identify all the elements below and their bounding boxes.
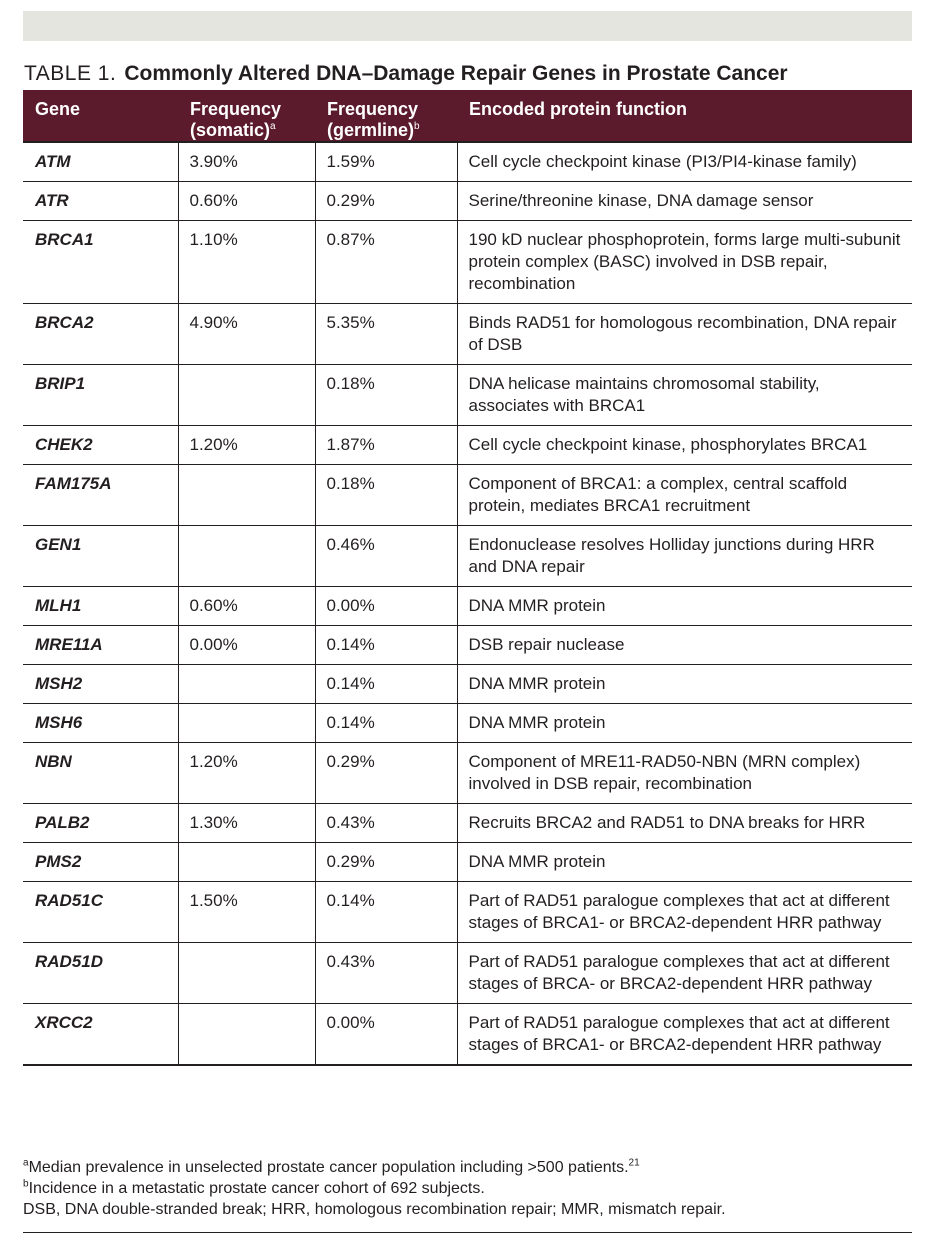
table-row [23, 426, 912, 465]
gene-cell: ATR [23, 182, 178, 221]
protein-function-cell: DSB repair nuclease [457, 626, 912, 665]
footnote-a: $^a$Median prevalence in unselected prostate cancer population including >500 patients.$^{21}$ [23, 1157, 640, 1176]
germline-frequency-cell: 0.18% [315, 465, 457, 526]
somatic-frequency-cell: 1.30% [178, 804, 315, 843]
table-label: TABLE 1. [24, 62, 117, 85]
germline-frequency-cell: 0.29% [315, 743, 457, 804]
table-row [23, 943, 912, 1004]
table-header [23, 90, 912, 142]
gene-cell: XRCC2 [23, 1004, 178, 1066]
germline-frequency-cell: 0.46% [315, 526, 457, 587]
somatic-frequency-cell [178, 1004, 315, 1066]
somatic-frequency-cell [178, 943, 315, 1004]
somatic-frequency-cell: 0.60% [178, 587, 315, 626]
protein-function-cell: Recruits BRCA2 and RAD51 to DNA breaks for HRR [457, 804, 912, 843]
table-row [23, 843, 912, 882]
germline-frequency-cell: 0.14% [315, 882, 457, 943]
header-gene: Gene [23, 90, 178, 142]
table-row [23, 1004, 912, 1066]
protein-function-cell: Cell cycle checkpoint kinase (PI3/PI4-kinase family) [457, 142, 912, 182]
table-row [23, 882, 912, 943]
gene-cell: ATM [23, 142, 178, 182]
gene-cell: MRE11A [23, 626, 178, 665]
table-row [23, 365, 912, 426]
gene-cell: BRCA2 [23, 304, 178, 365]
somatic-frequency-cell: 1.20% [178, 743, 315, 804]
somatic-frequency-cell [178, 465, 315, 526]
somatic-frequency-cell [178, 365, 315, 426]
protein-function-cell: Component of BRCA1: a complex, central scaffold protein, mediates BRCA1 recruitment [457, 465, 912, 526]
footnote-mark-b: b [414, 121, 420, 132]
table-title: Commonly Altered DNA–Damage Repair Genes in Prostate Cancer [124, 62, 788, 85]
table-row [23, 526, 912, 587]
protein-function-cell: DNA MMR protein [457, 587, 912, 626]
table-row [23, 704, 912, 743]
protein-function-cell: Cell cycle checkpoint kinase, phosphorylates BRCA1 [457, 426, 912, 465]
somatic-frequency-cell [178, 665, 315, 704]
somatic-frequency-cell: 1.10% [178, 221, 315, 304]
gene-cell: CHEK2 [23, 426, 178, 465]
table-row [23, 304, 912, 365]
germline-frequency-cell: 5.35% [315, 304, 457, 365]
germline-frequency-cell: 0.14% [315, 704, 457, 743]
gene-cell: MSH2 [23, 665, 178, 704]
protein-function-cell: Component of MRE11-RAD50-NBN (MRN complex) involved in DSB repair, recombination [457, 743, 912, 804]
germline-frequency-cell: 0.43% [315, 943, 457, 1004]
germline-frequency-cell: 0.18% [315, 365, 457, 426]
gene-cell: PMS2 [23, 843, 178, 882]
somatic-frequency-cell: 0.60% [178, 182, 315, 221]
gene-cell: MLH1 [23, 587, 178, 626]
footnote-b: $^b$Incidence in a metastatic prostate cancer cohort of 692 subjects. [23, 1178, 485, 1197]
header-protein-function: Encoded protein function [457, 90, 912, 142]
germline-frequency-cell: 0.14% [315, 665, 457, 704]
protein-function-cell: Binds RAD51 for homologous recombination, DNA repair of DSB [457, 304, 912, 365]
protein-function-cell: DNA helicase maintains chromosomal stability, associates with BRCA1 [457, 365, 912, 426]
table-row [23, 465, 912, 526]
bottom-rule [23, 1232, 912, 1233]
table-row [23, 665, 912, 704]
table-row [23, 804, 912, 843]
gene-cell: PALB2 [23, 804, 178, 843]
somatic-frequency-cell: 1.50% [178, 882, 315, 943]
dna-repair-genes-table [23, 90, 912, 1066]
gene-cell: MSH6 [23, 704, 178, 743]
somatic-frequency-cell: 1.20% [178, 426, 315, 465]
gene-cell: NBN [23, 743, 178, 804]
table-row [23, 626, 912, 665]
protein-function-cell: Part of RAD51 paralogue complexes that act at different stages of BRCA1- or BRCA2-dependent HRR pathway [457, 882, 912, 943]
protein-function-cell: DNA MMR protein [457, 665, 912, 704]
germline-frequency-cell: 0.43% [315, 804, 457, 843]
germline-frequency-cell: 0.00% [315, 587, 457, 626]
table-body [23, 142, 912, 1065]
gene-cell: BRIP1 [23, 365, 178, 426]
top-banner-bar [23, 11, 912, 41]
abbreviations-note: DSB, DNA double-stranded break; HRR, homologous recombination repair; MMR, mismatch repair. [23, 1201, 726, 1218]
protein-function-cell: DNA MMR protein [457, 704, 912, 743]
somatic-frequency-cell [178, 526, 315, 587]
protein-function-cell: Serine/threonine kinase, DNA damage sensor [457, 182, 912, 221]
germline-frequency-cell: 0.14% [315, 626, 457, 665]
protein-function-cell: Endonuclease resolves Holliday junctions during HRR and DNA repair [457, 526, 912, 587]
somatic-frequency-cell: 3.90% [178, 142, 315, 182]
germline-frequency-cell: 0.00% [315, 1004, 457, 1066]
table-row [23, 587, 912, 626]
protein-function-cell: Part of RAD51 paralogue complexes that act at different stages of BRCA- or BRCA2-dependent HRR pathway [457, 943, 912, 1004]
gene-cell: FAM175A [23, 465, 178, 526]
gene-cell: GEN1 [23, 526, 178, 587]
somatic-frequency-cell [178, 704, 315, 743]
germline-frequency-cell: 0.29% [315, 182, 457, 221]
somatic-frequency-cell: 0.00% [178, 626, 315, 665]
header-frequency-somatic: Frequency (somatic)$^a$ [178, 90, 315, 142]
protein-function-cell: DNA MMR protein [457, 843, 912, 882]
protein-function-cell: Part of RAD51 paralogue complexes that act at different stages of BRCA1- or BRCA2-dependent HRR pathway [457, 1004, 912, 1066]
somatic-frequency-cell: 4.90% [178, 304, 315, 365]
header-frequency-germline: Frequency (germline)$^b$ [315, 90, 457, 142]
reference-mark: 21 [628, 1157, 640, 1169]
table-row [23, 743, 912, 804]
germline-frequency-cell: 1.59% [315, 142, 457, 182]
germline-frequency-cell: 1.87% [315, 426, 457, 465]
gene-cell: RAD51D [23, 943, 178, 1004]
gene-cell: BRCA1 [23, 221, 178, 304]
table-footnotes [23, 1157, 912, 1220]
germline-frequency-cell: 0.87% [315, 221, 457, 304]
gene-cell: RAD51C [23, 882, 178, 943]
header-row [23, 90, 912, 142]
protein-function-cell: 190 kD nuclear phosphoprotein, forms large multi-subunit protein complex (BASC) involved in DSB repair, recombination [457, 221, 912, 304]
germline-frequency-cell: 0.29% [315, 843, 457, 882]
table-caption [24, 62, 788, 86]
somatic-frequency-cell [178, 843, 315, 882]
table-row [23, 182, 912, 221]
table-row [23, 142, 912, 182]
footnote-mark-a: a [270, 121, 276, 132]
table-row [23, 221, 912, 304]
